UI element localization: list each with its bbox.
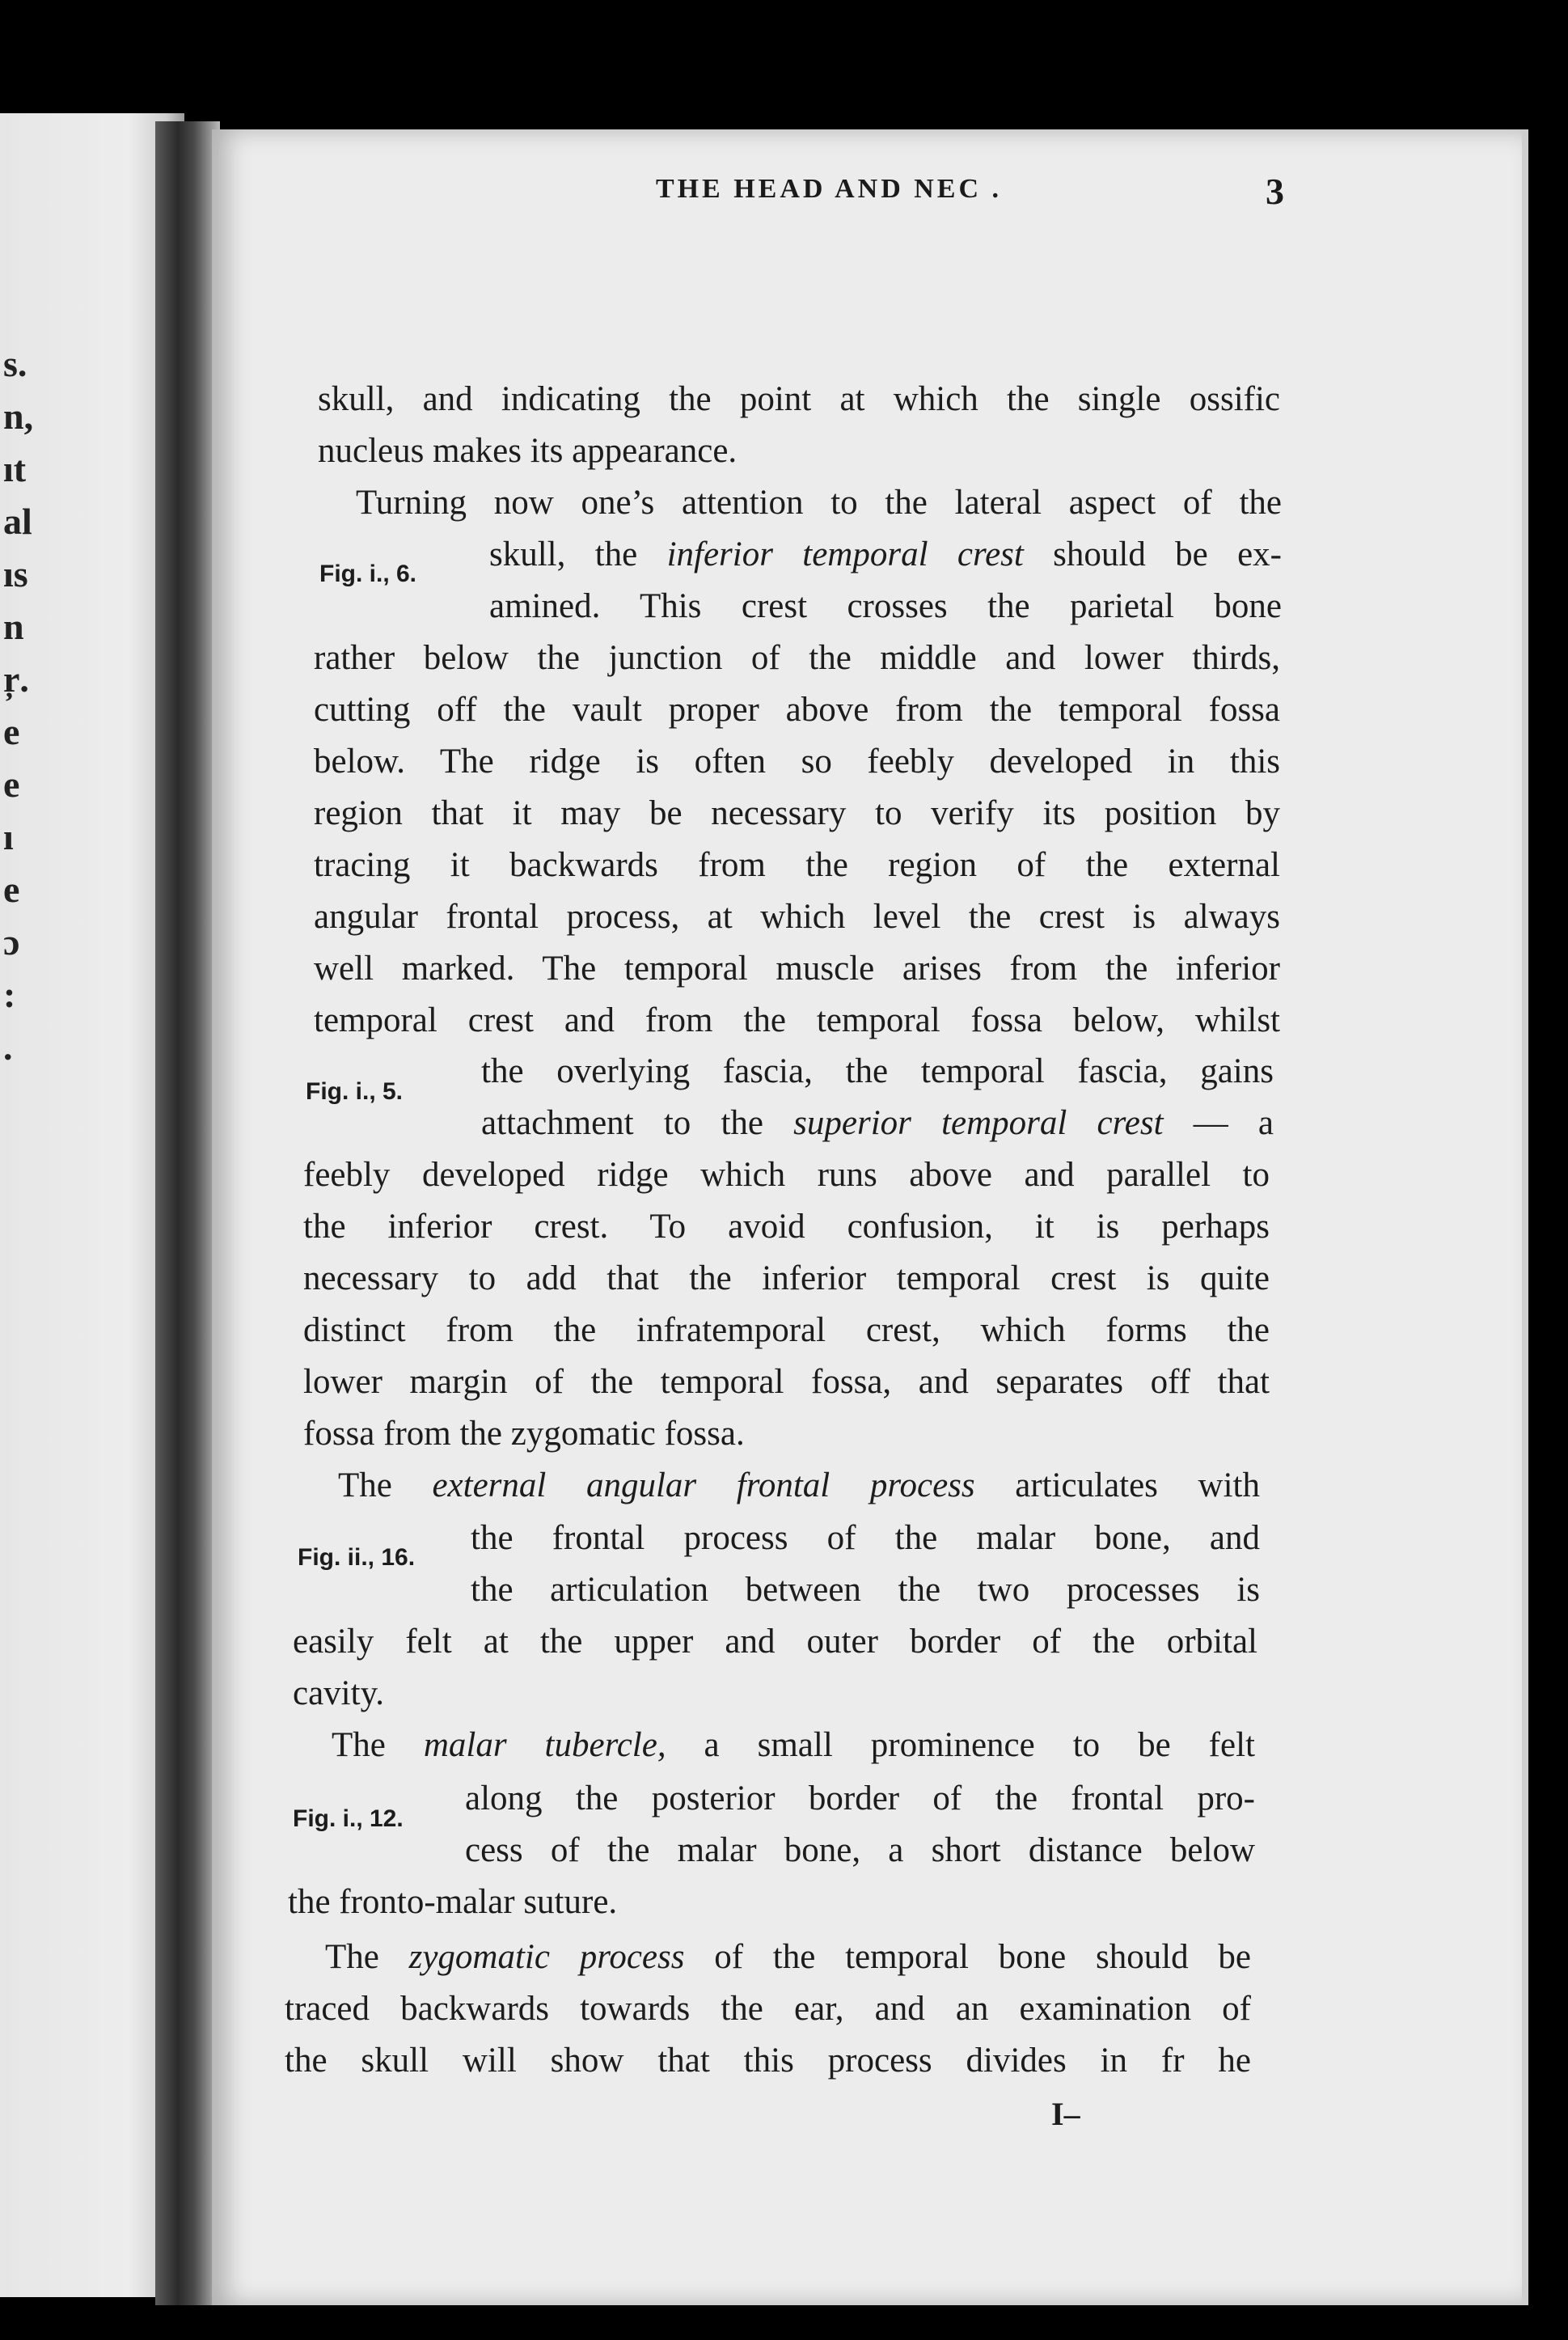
paragraph: [315, 477, 1282, 529]
emphasis: malar tubercle,: [423, 1726, 666, 1764]
signature-mark: I–: [1051, 2096, 1080, 2132]
text-line: The malar tubercle, a small prominence to be felt: [332, 1726, 1255, 1764]
text-line: cavity.: [293, 1674, 385, 1712]
facing-page-fragment: s.: [3, 343, 27, 384]
text-line: easily felt at the upper and outer border of the orbital: [293, 1623, 1257, 1661]
facing-page-fragment: e: [3, 711, 20, 752]
text-line: distinct from the infratemporal crest, which forms the: [303, 1311, 1270, 1349]
paragraph: [465, 1773, 1255, 1877]
text-line: cess of the malar bone, a short distance below: [465, 1831, 1255, 1869]
text-line: lower margin of the temporal fossa, and separates off that: [303, 1363, 1270, 1401]
paragraph: [291, 1720, 1255, 1771]
text-line: region that it may be necessary to verify its position by: [314, 794, 1280, 832]
facing-page-fragment: ı: [3, 816, 14, 857]
facing-page-fragment: ıs: [3, 553, 28, 595]
text-line: well marked. The temporal muscle arises from the inferior: [314, 950, 1280, 988]
text-line: the overlying fascia, the temporal fascia, gains: [481, 1052, 1274, 1090]
figure-reference: Fig. i., 5.: [306, 1078, 404, 1105]
text-line: tracing it backwards from the region of the external: [314, 846, 1280, 884]
text-line: cutting off the vault proper above from the temporal fossa: [314, 691, 1280, 729]
figure-reference: Fig. ii., 16.: [298, 1544, 416, 1571]
emphasis: inferior temporal crest: [666, 535, 1024, 573]
text-line: the frontal process of the malar bone, and: [471, 1519, 1260, 1557]
facing-page-fragment: ŗ.: [3, 658, 29, 700]
figure-reference: Fig. i., 12.: [293, 1805, 404, 1832]
emphasis: external angular frontal process: [432, 1466, 975, 1504]
facing-page-fragment: ɔ: [3, 921, 20, 963]
text-line: nucleus makes its appearance.: [318, 432, 738, 470]
text-line: fossa from the zygomatic fossa.: [303, 1415, 745, 1453]
text-line: temporal crest and from the temporal fossa below, whilst: [314, 1001, 1280, 1039]
paragraph: [471, 1513, 1260, 1616]
facing-page-fragment: e: [3, 869, 20, 910]
paragraph: [318, 374, 1280, 477]
text-line: amined. This crest crosses the parietal bone: [489, 587, 1282, 625]
text-line: along the posterior border of the frontal pro-: [465, 1779, 1255, 1817]
paragraph: [303, 1149, 1270, 1460]
text-line: skull, the inferior temporal crest should be ex-: [489, 535, 1282, 573]
text-line: The external angular frontal process articulates with: [338, 1466, 1260, 1504]
text-line: The zygomatic process of the temporal bone should be: [325, 1938, 1251, 1976]
emphasis: zygomatic process: [408, 1938, 685, 1976]
text-line: angular frontal process, at which level the crest is always: [314, 898, 1280, 936]
facing-page-fragment: n: [3, 606, 24, 647]
text-line: skull, and indicating the point at which the single ossific: [318, 380, 1280, 418]
page-number: 3: [1266, 171, 1284, 212]
facing-page-fragment: n,: [3, 396, 34, 437]
book-gutter: [155, 121, 220, 2305]
text-line: feebly developed ridge which runs above and parallel to: [303, 1156, 1270, 1194]
paragraph: [285, 1932, 1251, 2087]
text-line: below. The ridge is often so feebly developed in this: [314, 743, 1280, 781]
text-line: Turning now one’s attention to the lateral aspect of the: [356, 484, 1282, 522]
text-line: traced backwards towards the ear, and an examination of: [285, 1990, 1251, 2028]
paragraph: [298, 1460, 1260, 1512]
facing-page-fragment: al: [3, 501, 32, 542]
paragraph: [489, 529, 1282, 633]
text-line: rather below the junction of the middle and lower thirds,: [314, 639, 1280, 677]
text-line: the inferior crest. To avoid confusion, it is perhaps: [303, 1208, 1270, 1246]
facing-page-fragment: e: [3, 764, 20, 805]
running-head: THE HEAD AND NEC .: [655, 174, 1003, 204]
emphasis: superior temporal crest: [793, 1104, 1164, 1142]
paragraph: [314, 633, 1280, 1047]
text-line: attachment to the superior temporal crest — a: [481, 1104, 1274, 1142]
facing-page-fragment: ıt: [3, 448, 27, 489]
facing-page-fragment: :: [3, 974, 16, 1015]
figure-reference: Fig. i., 6.: [319, 561, 417, 587]
text-line: the articulation between the two processes is: [471, 1571, 1260, 1609]
paragraph: [288, 1877, 1252, 1928]
text-line: the skull will show that this process divides in fr he: [285, 2042, 1251, 2080]
text-line: the fronto-malar suture.: [288, 1883, 618, 1921]
paragraph: [481, 1046, 1274, 1149]
text-line: necessary to add that the inferior temporal crest is quite: [303, 1259, 1270, 1297]
facing-page-fragment: .: [3, 1026, 13, 1068]
paragraph: [293, 1616, 1257, 1720]
page-edge: [1522, 129, 1528, 2305]
